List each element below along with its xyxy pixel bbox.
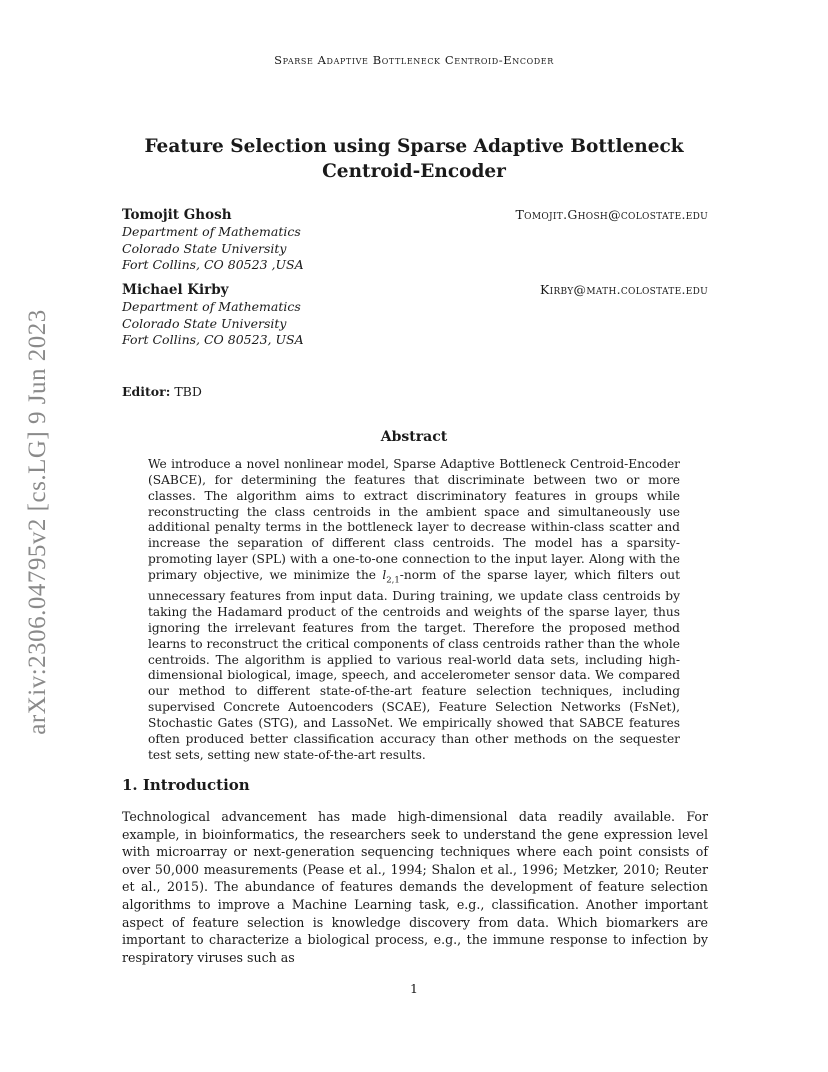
editor-line (122, 384, 202, 399)
author-university: Colorado State University (122, 315, 287, 331)
running-head: Sparse Adaptive Bottleneck Centroid-Encoder (274, 53, 554, 67)
author-address: Fort Collins, CO 80523 ,USA (122, 257, 304, 272)
title-line-2: Centroid-Encoder (322, 161, 506, 182)
norm-subscript: 2,1 (386, 575, 400, 586)
editor-value: TBD (174, 384, 202, 399)
author-email[interactable]: Tomojit.Ghosh@colostate.edu (515, 207, 708, 222)
abstract-body (148, 457, 680, 763)
author-address: Fort Collins, CO 80523, USA (122, 332, 304, 347)
abstract-text-part-2: -norm of the sparse layer, which filters out unnecessary features from input data. During training, we update class centroids by taking the Hadamard product of the centroids and weights of the sparse layer, thus ignoring the irrelevant features from the target. Therefore the proposed method learns to reconstruct the critical components of class centroids rather than the whole centroids. The algorithm is applied to various real-world data sets, including high-dimensional biological, image, speech, and accelerometer sensor data. We compared our method to different state-of-the-art feature selection techniques, including supervised Concrete Autoencoders (SCAE), Feature Selection Networks (FsNet), Stochastic Gates (STG), and LassoNet. We empirically showed that SABCE features often produced better classification accuracy than other methods on the sequester test sets, setting new state-of-the-art results. (148, 567, 680, 762)
author-email[interactable]: Kirby@math.colostate.edu (539, 282, 708, 297)
norm-symbol: l (382, 567, 387, 582)
abstract-heading: Abstract (380, 429, 448, 445)
editor-label: Editor: (122, 384, 171, 399)
author-block-1 (122, 207, 708, 274)
page-number: 1 (410, 981, 418, 996)
section-heading-introduction: 1. Introduction (122, 776, 250, 794)
author-university: Colorado State University (122, 240, 287, 256)
abstract-text-part-1: We introduce a novel nonlinear model, Sparse Adaptive Bottleneck Centroid-Encoder (SABCE), for determining the features that discriminate between two or more classes. The algorithm aims to extract discriminatory features in groups while reconstructing the class centroids in the ambient space and simultaneously use additional penalty terms in the bottleneck layer to decrease within-class scatter and increase the separation of different class centroids. The model has a sparsity-promoting layer (SPL) with a one-to-one connection to the input layer. Along with the primary objective, we minimize the (148, 457, 680, 582)
title-line-1: Feature Selection using Sparse Adaptive Bottleneck (144, 136, 684, 157)
arxiv-identifier-stamp[interactable]: arXiv:2306.04795v2 [cs.LG] 9 Jun 2023 (24, 309, 51, 735)
author-block-2 (122, 282, 708, 349)
author-name: Michael Kirby (122, 282, 229, 298)
author-department: Department of Mathematics (122, 224, 301, 239)
introduction-paragraph: Technological advancement has made high-dimensional data readily available. For example, in bioinformatics, the researchers seek to understand the gene expression level with microarray or next-generation sequencing techniques where each point consists of over 50,000 measurements (Pease et al., 1994; Shalon et al., 1996; Metzker, 2010; Reuter et al., 2015). The abundance of features demands the development of feature selection algorithms to improve a Machine Learning task, e.g., classification. Another important aspect of feature selection is knowledge discovery from data. Which biomarkers are important to characterize a biological process, e.g., the immune response to infection by respiratory viruses such as (122, 809, 708, 965)
author-department: Department of Mathematics (122, 299, 301, 314)
author-name: Tomojit Ghosh (122, 207, 232, 223)
paper-title (0, 134, 828, 184)
